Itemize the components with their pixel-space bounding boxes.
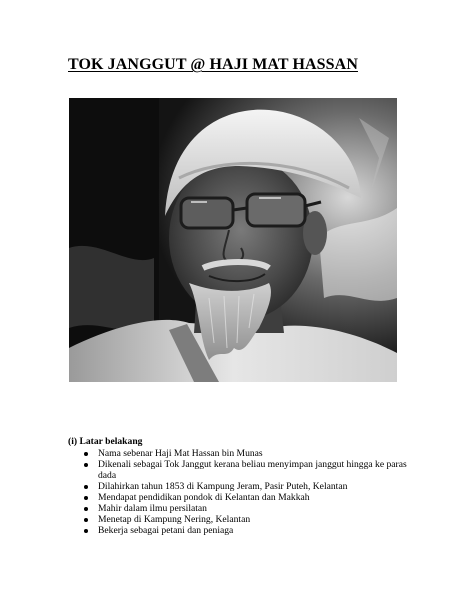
section-heading: (i) Latar belakang xyxy=(68,436,143,447)
page-title: TOK JANGGUT @ HAJI MAT HASSAN xyxy=(68,56,358,73)
portrait-photo xyxy=(69,98,397,382)
list-item: Bekerja sebagai petani dan peniaga xyxy=(98,525,408,536)
bullet-icon xyxy=(84,518,88,522)
bullet-icon xyxy=(84,485,88,489)
background-section xyxy=(68,436,408,536)
bullet-icon xyxy=(84,463,88,467)
background-list xyxy=(68,448,408,536)
list-item: Mahir dalam ilmu persilatan xyxy=(98,503,408,514)
bullet-icon xyxy=(84,452,88,456)
list-item: Menetap di Kampung Nering, Kelantan xyxy=(98,514,408,525)
list-item: Mendapat pendidikan pondok di Kelantan dan Makkah xyxy=(98,492,408,503)
list-item: Nama sebenar Haji Mat Hassan bin Munas xyxy=(98,448,408,459)
list-item: Dilahirkan tahun 1853 di Kampung Jeram, Pasir Puteh, Kelantan xyxy=(98,481,408,492)
bullet-icon xyxy=(84,529,88,533)
list-item: Dikenali sebagai Tok Janggut kerana beliau menyimpan janggut hingga ke paras dada xyxy=(98,459,408,481)
bullet-icon xyxy=(84,496,88,500)
bullet-icon xyxy=(84,507,88,511)
